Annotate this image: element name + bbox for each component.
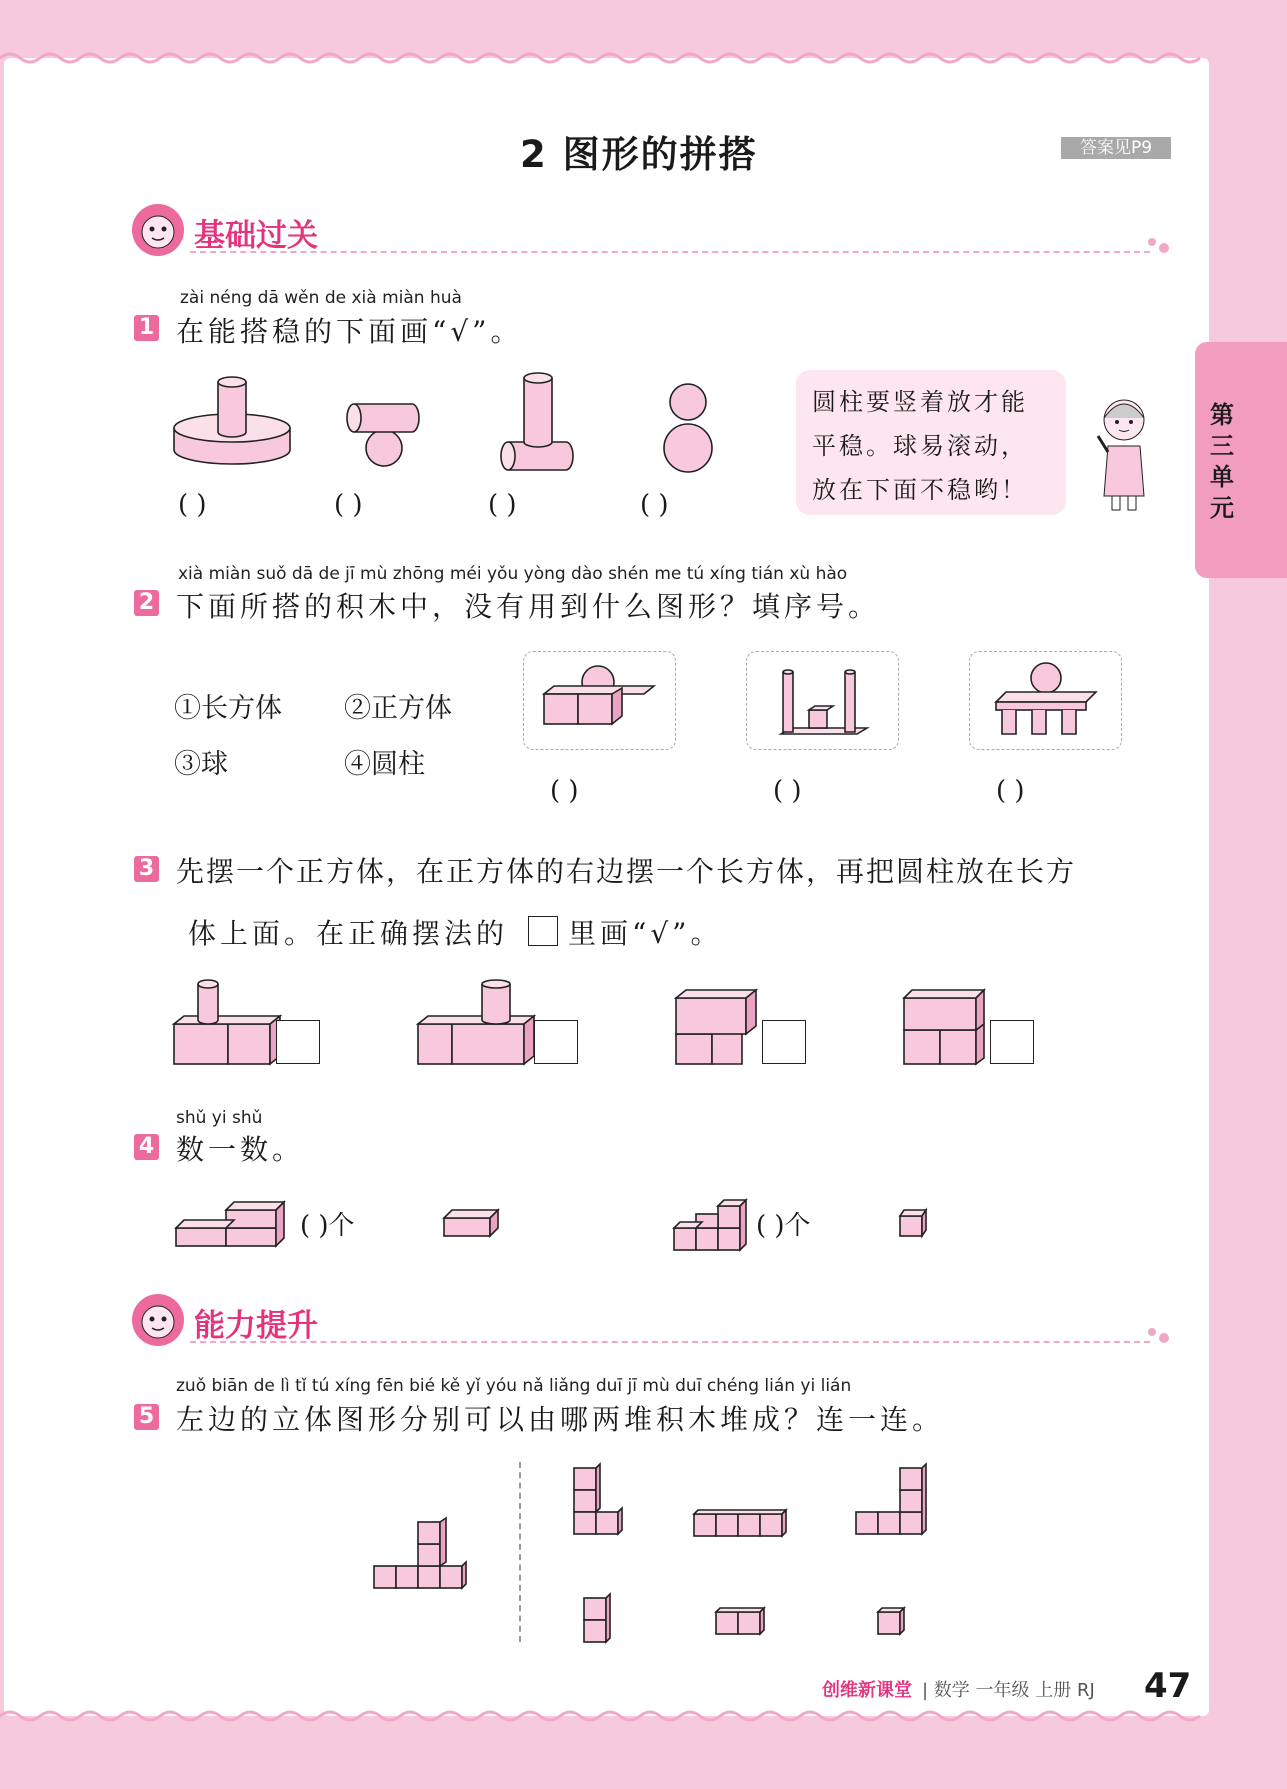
q2-figure-box-1: [523, 651, 676, 750]
dots-icon: [1146, 236, 1172, 256]
q2-figure-1: [524, 652, 674, 748]
section-advanced-divider: [190, 1341, 1150, 1343]
q5-piece-row-of-four: [690, 1500, 790, 1540]
answer-reference: 答案见P9: [1061, 137, 1171, 159]
dots-icon-2: [1146, 1326, 1172, 1346]
q4-question: 数一数。: [176, 1133, 305, 1166]
q1-answer-blank-4[interactable]: ( ): [640, 490, 669, 520]
q4-pinyin: shǔ yi shǔ: [176, 1108, 263, 1128]
q2-number-badge: 2: [134, 590, 159, 616]
q2-option-cylinder: ④圆柱: [344, 749, 425, 780]
footer-subject: | 数学 一年级 上册 RJ: [922, 1680, 1095, 1701]
q3-checkbox-4[interactable]: [990, 1020, 1034, 1064]
hint-speech-bubble: [796, 370, 1066, 515]
page-number: 47: [1144, 1666, 1192, 1706]
bottom-wave-border: [0, 1706, 1287, 1726]
q3-question-line2a: 体上面。在正确摆法的: [188, 917, 509, 950]
unit-side-tab[interactable]: [1195, 342, 1287, 578]
q2-option-sphere: ③球: [174, 749, 228, 780]
q5-piece-single-cube: [874, 1602, 908, 1638]
q4-count-a-blank[interactable]: ( )个: [300, 1211, 355, 1241]
girl-illustration: [1092, 396, 1154, 514]
q1-shapes-illustration: [170, 368, 750, 480]
q1-answer-blank-2[interactable]: ( ): [334, 490, 363, 520]
monkey-mascot-icon-2: [128, 1292, 188, 1348]
q5-piece-two-stack: [580, 1592, 616, 1646]
q1-answer-blank-3[interactable]: ( ): [488, 490, 517, 520]
q4-count-b-blank[interactable]: ( )个: [756, 1211, 811, 1241]
section-advanced-title: 能力提升: [194, 1308, 318, 1344]
section-basic-divider: [190, 251, 1150, 253]
q2-answer-blank-3[interactable]: ( ): [996, 776, 1025, 806]
q5-piece-l-shape: [570, 1462, 626, 1538]
q4-number-badge: 4: [134, 1134, 159, 1160]
q1-pinyin: zài néng dā wěn de xià miàn huà: [180, 288, 462, 308]
q3-option-2-figure: [414, 976, 544, 1068]
q3-inline-checkbox: [528, 916, 558, 946]
q3-option-3-figure: [672, 984, 764, 1068]
footer-brand: 创维新课堂: [822, 1680, 912, 1701]
q3-checkbox-1[interactable]: [276, 1020, 320, 1064]
q2-figure-2: [747, 652, 897, 748]
section-basic-title: 基础过关: [194, 218, 318, 254]
unit-side-tab-label: 第三单元: [1210, 401, 1234, 522]
q5-pinyin: zuǒ biān de lì tǐ tú xíng fēn bié kě yǐ yóu nǎ liǎng duī jī mù duī chéng lián yi lián: [176, 1376, 852, 1396]
q1-answer-blank-1[interactable]: ( ): [178, 490, 207, 520]
q5-divider: [519, 1462, 521, 1642]
q3-question-line1: 先摆一个正方体，在正方体的右边摆一个长方体，再把圆柱放在长方: [176, 855, 1077, 888]
q3-question-line2b: 里画“√”。: [568, 917, 723, 950]
q3-checkbox-3[interactable]: [762, 1020, 806, 1064]
q2-figure-box-2: [746, 651, 899, 750]
q5-number-badge: 5: [134, 1404, 159, 1430]
q3-option-4-figure: [900, 984, 992, 1068]
q2-pinyin: xià miàn suǒ dā de jī mù zhōng méi yǒu yòng dào shén me tú xíng tián xù hào: [178, 564, 848, 584]
q2-figure-box-3: [969, 651, 1122, 750]
q1-question: 在能搭稳的下面画“√”。: [176, 315, 523, 348]
hint-line-1: 圆柱要竖着放才能: [812, 388, 1028, 416]
q2-option-cuboid: ①长方体: [174, 693, 282, 724]
top-wave-border: [0, 48, 1287, 68]
page-title: 2 图形的拼搭: [520, 133, 758, 176]
q5-question: 左边的立体图形分别可以由哪两堆积木堆成？连一连。: [176, 1403, 945, 1436]
q4-stack-a-figure: [172, 1196, 294, 1250]
hint-line-3: 放在下面不稳哟！: [812, 476, 1028, 504]
q2-answer-blank-2[interactable]: ( ): [773, 776, 802, 806]
q2-answer-blank-1[interactable]: ( ): [550, 776, 579, 806]
q2-question: 下面所搭的积木中，没有用到什么图形？填序号。: [176, 590, 881, 623]
q1-number-badge: 1: [134, 315, 159, 341]
q2-figure-3: [970, 652, 1120, 748]
q5-target-figure: [370, 1516, 470, 1592]
q4-cuboid-unit-icon: [440, 1206, 502, 1240]
hint-line-2: 平稳。球易滚动，: [812, 432, 1028, 460]
q5-piece-two-row: [712, 1602, 768, 1638]
q4-stack-b-figure: [670, 1190, 752, 1254]
q5-piece-reverse-l: [852, 1462, 932, 1538]
q3-checkbox-2[interactable]: [534, 1020, 578, 1064]
q2-option-cube: ②正方体: [344, 693, 452, 724]
q3-number-badge: 3: [134, 856, 159, 882]
monkey-mascot-icon: [128, 202, 188, 258]
q4-cube-unit-icon: [896, 1206, 930, 1240]
